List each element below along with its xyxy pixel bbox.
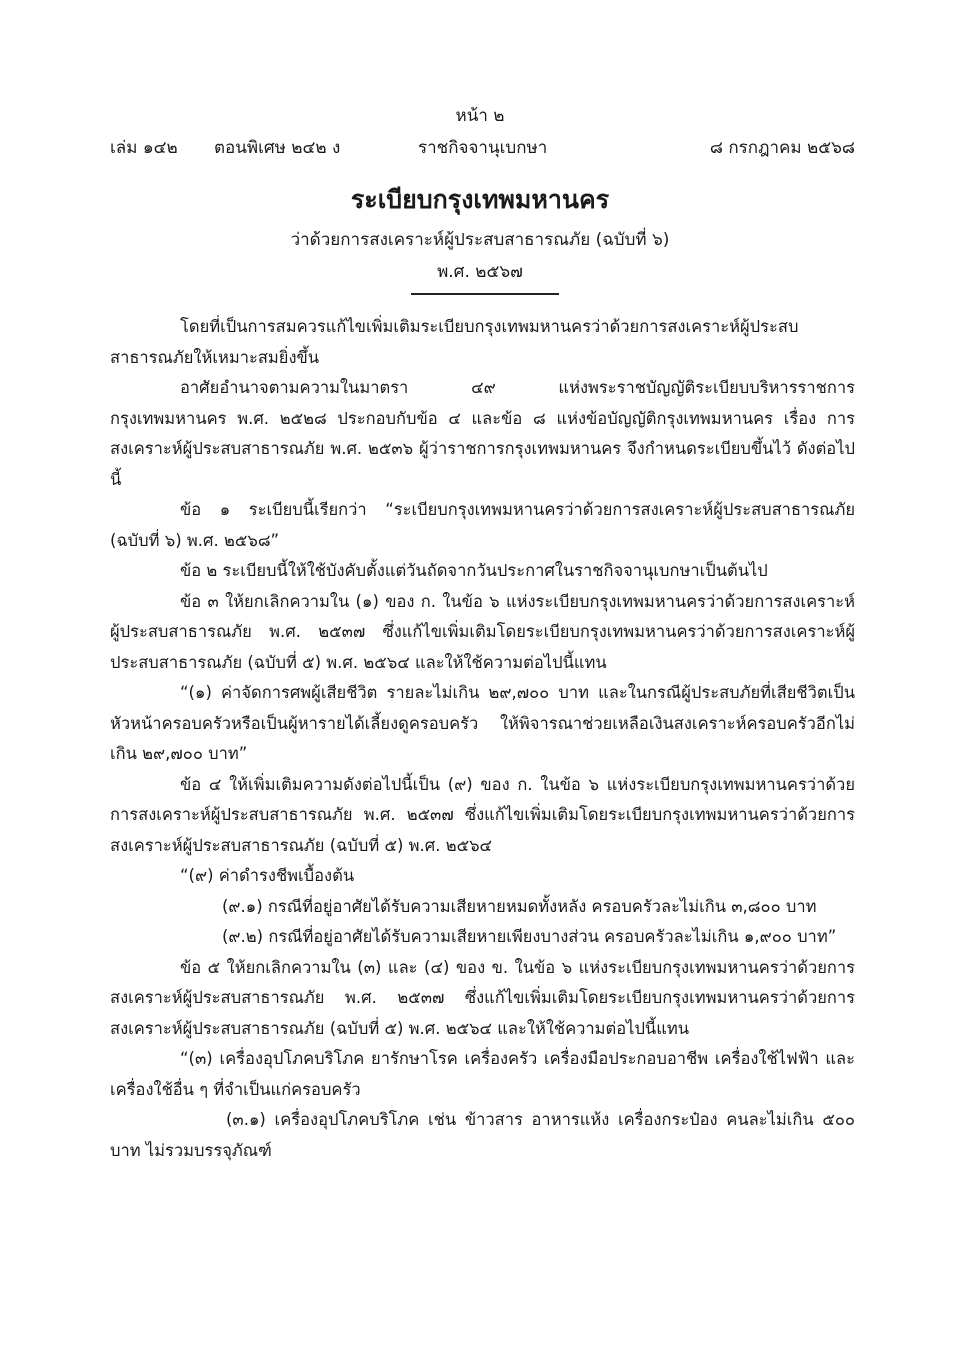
- volume-number: เล่ม ๑๔๒: [110, 138, 178, 158]
- issue-number: ตอนพิเศษ ๒๔๒ ง: [214, 138, 341, 158]
- clause-5-item-3-1: (๓.๑) เครื่องอุปโภคบริโภค เช่น ข้าวสาร อาหารแห้ง เครื่องกระป๋อง คนละไม่เกิน ๕๐๐ บาท ไม่รวมบรรจุภัณฑ์: [110, 1110, 855, 1160]
- clause-2: ข้อ ๒ ระเบียบนี้ให้ใช้บังคับตั้งแต่วันถัดจากวันประกาศในราชกิจจานุเบกษาเป็นต้นไป: [180, 561, 768, 580]
- clause-3-text: “(๑) ค่าจัดการศพผู้เสียชีวิต รายละไม่เกิน ๒๙,๗๐๐ บาท และในกรณีผู้ประสบภัยที่เสียชีวิตเป็นหัวหน้าครอบครัวหรือเป็นผู้หารายได้เลี้ยงดูครอบครัว ให้พิจารณาช่วยเหลือเงินสงเคราะห์ครอบครัวอีกไม่เกิน ๒๙,๗๐๐ บาท”: [110, 683, 855, 763]
- clause-4-item-9-1: (๙.๑) กรณีที่อยู่อาศัยได้รับความเสียหายหมดทั้งหลัง ครอบครัวละไม่เกิน ๓,๘๐๐ บาท: [222, 896, 817, 916]
- page-number: หน้า ๒: [455, 106, 505, 126]
- document-subtitle: ว่าด้วยการสงเคราะห์ผู้ประสบสาธารณภัย (ฉบับที่ ๖): [290, 230, 670, 250]
- document-year: พ.ศ. ๒๕๖๗: [437, 262, 523, 282]
- clause-4: ข้อ ๔ ให้เพิ่มเติมความดังต่อไปนี้เป็น (๙) ของ ก. ในข้อ ๖ แห่งระเบียบกรุงเทพมหานครว่าด้วยการสงเคราะห์ผู้ประสบสาธารณภัย พ.ศ. ๒๕๓๗ ซึ่งแก้ไขเพิ่มเติมโดยระเบียบกรุงเทพมหานครว่าด้วยการสงเคราะห์ผู้ประสบสาธารณภัย (ฉบับที่ ๕) พ.ศ. ๒๕๖๔: [110, 774, 855, 855]
- publication-date: ๘ กรกฎาคม ๒๕๖๘: [709, 138, 855, 158]
- clause-1: ข้อ ๑ ระเบียบนี้เรียกว่า “ระเบียบกรุงเทพมหานครว่าด้วยการสงเคราะห์ผู้ประสบสาธารณภัย (ฉบับที่ ๖) พ.ศ. ๒๕๖๘”: [110, 500, 855, 550]
- clause-3: ข้อ ๓ ให้ยกเลิกความใน (๑) ของ ก. ในข้อ ๖ แห่งระเบียบกรุงเทพมหานครว่าด้วยการสงเคราะห์ผู้ประสบสาธารณภัย พ.ศ. ๒๕๓๗ ซึ่งแก้ไขเพิ่มเติมโดยระเบียบกรุงเทพมหานครว่าด้วยการสงเคราะห์ผู้ประสบสาธารณภัย (ฉบับที่ ๕) พ.ศ. ๒๕๖๔ และให้ใช้ความต่อไปนี้แทน: [110, 591, 855, 672]
- document-title: ระเบียบกรุงเทพมหานคร: [350, 185, 610, 214]
- gazette-name: ราชกิจจานุเบกษา: [418, 138, 548, 158]
- clause-5-item-3: “(๓) เครื่องอุปโภคบริโภค ยารักษาโรค เครื่องครัว เครื่องมือประกอบอาชีพ เครื่องใช้ไฟฟ้า และเครื่องใช้อื่น ๆ ที่จำเป็นแก่ครอบครัว: [110, 1049, 855, 1099]
- clause-4-item-9-2: (๙.๒) กรณีที่อยู่อาศัยได้รับความเสียหายเพียงบางส่วน ครอบครัวละไม่เกิน ๑,๙๐๐ บาท”: [222, 927, 837, 946]
- clause-5: ข้อ ๕ ให้ยกเลิกความใน (๓) และ (๔) ของ ข. ในข้อ ๖ แห่งระเบียบกรุงเทพมหานครว่าด้วยการสงเคราะห์ผู้ประสบสาธารณภัย พ.ศ. ๒๕๓๗ ซึ่งแก้ไขเพิ่มเติมโดยระเบียบกรุงเทพมหานครว่าด้วยการสงเคราะห์ผู้ประสบสาธารณภัย (ฉบับที่ ๕) พ.ศ. ๒๕๖๔ และให้ใช้ความต่อไปนี้แทน: [110, 957, 855, 1038]
- document-body: [110, 312, 855, 1166]
- preamble-paragraph: โดยที่เป็นการสมควรแก้ไขเพิ่มเติมระเบียบกรุงเทพมหานครว่าด้วยการสงเคราะห์ผู้ประสบสาธารณภัยให้เหมาะสมยิ่งขึ้น: [110, 317, 799, 367]
- authority-paragraph: อาศัยอำนาจตามความในมาตรา ๔๙ แห่งพระราชบัญญัติระเบียบบริหารราชการกรุงเทพมหานคร พ.ศ. ๒๕๒๘ ประกอบกับข้อ ๔ และข้อ ๘ แห่งข้อบัญญัติกรุงเทพมหานคร เรื่อง การสงเคราะห์ผู้ประสบสาธารณภัย พ.ศ. ๒๕๓๖ ผู้ว่าราชการกรุงเทพมหานคร จึงกำหนดระเบียบขึ้นไว้ ดังต่อไปนี้: [110, 378, 855, 489]
- title-divider: [411, 293, 559, 295]
- clause-4-item-9: “(๙) ค่าดำรงชีพเบื้องต้น: [180, 866, 355, 885]
